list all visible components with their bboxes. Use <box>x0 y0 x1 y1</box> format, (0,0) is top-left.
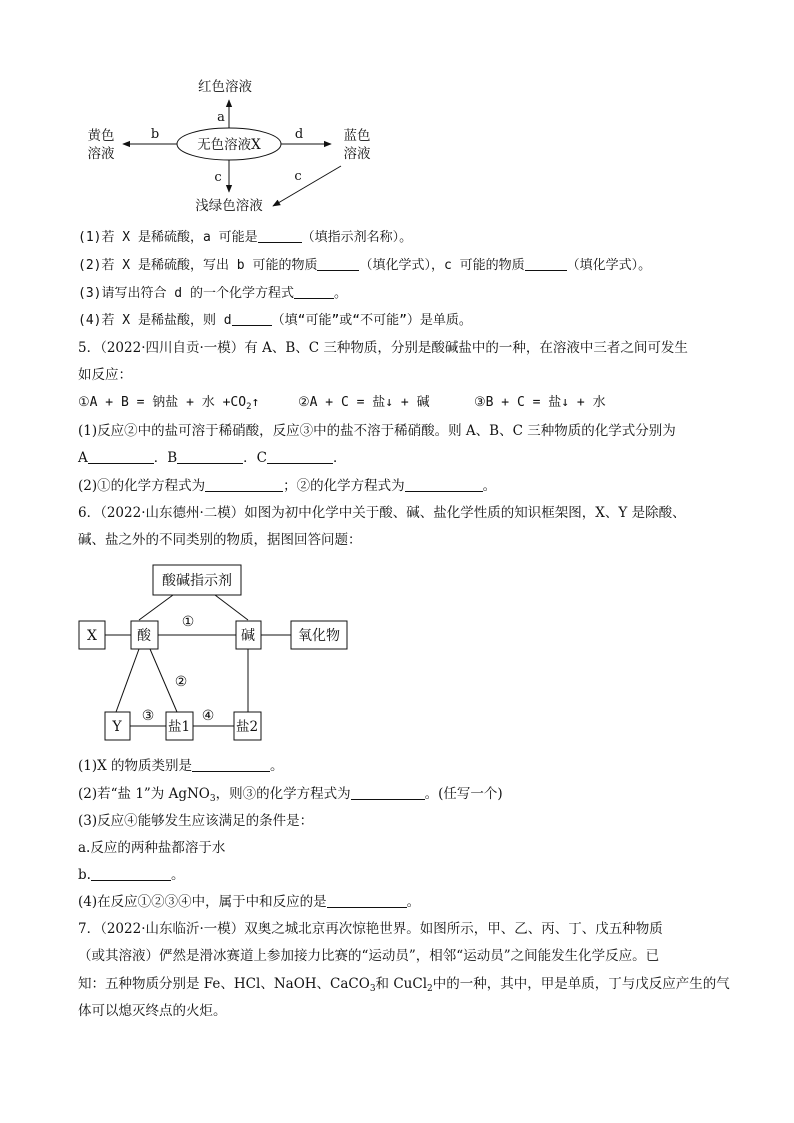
q7-line1: 7．（2022·山东临沂·一模）双奥之城北京再次惊艳世界。如图所示，甲、乙、丙、丁、戊五种物质 <box>78 921 663 937</box>
reaction-number-1: ① <box>181 614 195 630</box>
reaction-number-2: ② <box>174 674 188 690</box>
base-label: 碱 <box>241 628 255 644</box>
q6-stem-line1: 6．（2022·山东德州·二模）如图为初中化学中关于酸、碱、盐化学性质的知识框架图，X、Y 是除酸、 <box>78 505 686 521</box>
q5-stem-line1: 5．（2022·四川自贡·一模）有 A、B、C 三种物质，分别是酸碱盐中的一种，在溶液中三者之间可发生 <box>78 340 688 356</box>
q4-part4: (4)若 X 是稀盐酸，则 d （填“可能”或“不可能”）是单质。 <box>78 313 472 328</box>
q5-part2: (2)①的化学方程式为 ；②的化学方程式为 。 <box>78 478 497 494</box>
q5-blank-a[interactable] <box>88 449 154 464</box>
q7-line3: 知：五种物质分别是 Fe、HCl、NaOH、CaCO$_3$和 CuCl$_2$中的一种，其中，甲是单质，丁与戊反应产生的气 <box>78 976 730 994</box>
q5-blank-eq2[interactable] <box>405 477 483 492</box>
q7-line4: 体可以熄灭终点的火炬。 <box>78 1003 227 1019</box>
q6-part3: (3)反应④能够发生应该满足的条件是： <box>78 813 314 829</box>
color-reaction-diagram <box>0 0 794 225</box>
arrow-label-c2: c <box>294 169 302 184</box>
q6-part4: (4)在反应①②③④中，属于中和反应的是 。 <box>78 894 421 910</box>
q5-part1: (1)反应②中的盐可溶于稀硝酸，反应③中的盐不溶于稀硝酸。则 A、B、C 三种物质的化学式分别为 <box>78 423 676 439</box>
right-solution-line2: 溶液 <box>343 146 371 162</box>
q6-blank-1[interactable] <box>192 757 270 772</box>
y-label: Y <box>112 719 122 735</box>
q4-blank-5[interactable] <box>232 311 272 326</box>
q6-part2: (2)若“盐 1”为 AgNO$_3$，则③的化学方程式为 。(任写一个) <box>78 786 503 804</box>
indicator-label: 酸碱指示剂 <box>162 573 232 589</box>
q6-part3-b: b. 。 <box>78 867 185 883</box>
q6-stem-line2: 碱、盐之外的不同类别的物质，据图回答问题： <box>78 532 362 548</box>
q4-part2: (2)若 X 是稀硫酸，写出 b 可能的物质 （填化学式），c 可能的物质 （填化学式）。 <box>78 258 652 273</box>
q4-part3: (3)请写出符合 d 的一个化学方程式 。 <box>78 286 347 301</box>
q5-reaction-1: ①A + B = 钠盐 + 水 $+CO_2↑$ <box>78 395 260 412</box>
q5-blank-eq1[interactable] <box>205 477 283 492</box>
salt1-label: 盐1 <box>167 719 191 735</box>
arrow-label-d: d <box>294 127 304 142</box>
q4-part1: (1)若 X 是稀硫酸，a 可能是 （填指示剂名称）。 <box>78 230 413 245</box>
acid-base-salt-diagram <box>0 560 794 760</box>
q6-blank-4[interactable] <box>327 893 407 908</box>
reaction-number-3: ③ <box>141 708 155 724</box>
arrow-label-b: b <box>150 127 160 142</box>
x-label: X <box>87 628 97 644</box>
q6-part1: (1)X 的物质类别是 。 <box>78 758 284 774</box>
left-solution-line2: 溶液 <box>87 146 115 162</box>
center-solution-label: 无色溶液X <box>197 137 261 153</box>
q4-blank-4[interactable] <box>294 284 334 299</box>
acid-label: 酸 <box>137 628 151 644</box>
q5-stem-line2: 如反应： <box>78 367 132 383</box>
bottom-solution-label: 浅绿色溶液 <box>195 198 263 214</box>
oxide-label: 氧化物 <box>298 628 340 644</box>
q5-blank-c[interactable] <box>267 449 333 464</box>
q4-blank-1[interactable] <box>258 228 302 243</box>
top-solution-label: 红色溶液 <box>198 79 252 95</box>
q6-blank-2[interactable] <box>351 785 425 800</box>
q4-blank-2[interactable] <box>317 256 359 271</box>
right-solution-line1: 蓝色 <box>343 128 371 144</box>
q6-blank-3[interactable] <box>91 866 171 881</box>
q5-reaction-3: ③B + C = 盐↓ + 水 <box>474 395 606 410</box>
q6-part3-a: a.反应的两种盐都溶于水 <box>78 840 226 856</box>
arrow-label-c: c <box>214 170 222 185</box>
q5-blank-b[interactable] <box>177 449 243 464</box>
q5-part1-answers: A ．B ．C ． <box>78 450 347 466</box>
left-solution-line1: 黄色 <box>87 128 115 144</box>
q7-line2: （或其溶液）俨然是滑冰赛道上参加接力比赛的“运动员”，相邻“运动员”之间能发生化学反应。已 <box>78 948 660 964</box>
salt2-label: 盐2 <box>235 719 259 735</box>
q4-blank-3[interactable] <box>525 256 567 271</box>
reaction-number-4: ④ <box>201 708 215 724</box>
arrow-label-a: a <box>217 110 225 125</box>
q5-reaction-2: ②A + C = 盐↓ + 碱 <box>298 395 430 410</box>
